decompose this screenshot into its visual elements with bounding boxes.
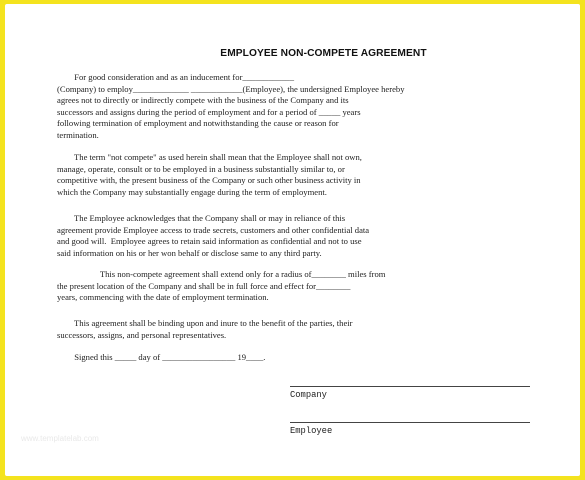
signed-date-line bbox=[57, 352, 482, 364]
text-line: manage, operate, consult or to be employed in a business substantially similar to, or bbox=[57, 163, 345, 174]
text-line: agreement provide Employee access to trade secrets, customers and other confidential data bbox=[57, 224, 370, 235]
paragraph-not-compete-definition bbox=[57, 152, 482, 198]
text-line: Signed this _____ day of _________________ 19____. bbox=[57, 352, 266, 362]
text-line: the present location of the Company and shall be in full force and effect for________ bbox=[57, 280, 351, 291]
paragraph-radius bbox=[57, 269, 482, 304]
document-title: EMPLOYEE NON-COMPETE AGREEMENT bbox=[220, 48, 427, 59]
text-line: which the Company may substantially engage during the term of employment. bbox=[57, 186, 327, 197]
employee-signature-label: Employee bbox=[290, 426, 333, 436]
text-line: The term "not compete" as used herein shall mean that the Employee shall not own, bbox=[57, 152, 362, 162]
text-line: and good will. Employee agrees to retain said information as confidential and not to use bbox=[57, 236, 362, 247]
text-line: following termination of employment and notwithstanding the cause or reason for bbox=[57, 118, 339, 129]
company-signature-label: Company bbox=[290, 390, 327, 400]
paragraph-binding bbox=[57, 318, 482, 341]
text-line: For good consideration and as an inducement for____________ bbox=[57, 72, 294, 82]
signature-line bbox=[290, 413, 530, 423]
text-line: (Company) to employ_____________ ____________(Employee), the undersigned Employee hereby bbox=[57, 83, 405, 94]
text-line: The Employee acknowledges that the Company shall or may in reliance of this bbox=[57, 213, 346, 223]
watermark: www.templatelab.com bbox=[21, 434, 99, 443]
text-line: said information on his or her won behalf or disclose same to any third party. bbox=[57, 247, 322, 258]
text-line: agrees not to directly or indirectly compete with the business of the Company and its bbox=[57, 95, 349, 106]
text-line: This agreement shall be binding upon and inure to the benefit of the parties, their bbox=[57, 318, 353, 328]
employee-signature-block bbox=[290, 413, 530, 436]
paragraph-inducement bbox=[57, 72, 482, 142]
text-line: successors, assigns, and personal representatives. bbox=[57, 329, 227, 340]
company-signature-block bbox=[290, 377, 530, 400]
text-line: competitive with, the present business of the Company or such other business activity in bbox=[57, 175, 361, 186]
text-line: successors and assigns during the period of employment and for a period of _____ years bbox=[57, 106, 361, 117]
text-line: termination. bbox=[57, 129, 99, 140]
paragraph-confidentiality bbox=[57, 213, 482, 259]
signature-line bbox=[290, 377, 530, 387]
text-line: years, commencing with the date of employment termination. bbox=[57, 292, 269, 303]
document-page bbox=[5, 4, 580, 476]
text-line: This non-compete agreement shall extend only for a radius of________ miles from bbox=[57, 269, 386, 279]
